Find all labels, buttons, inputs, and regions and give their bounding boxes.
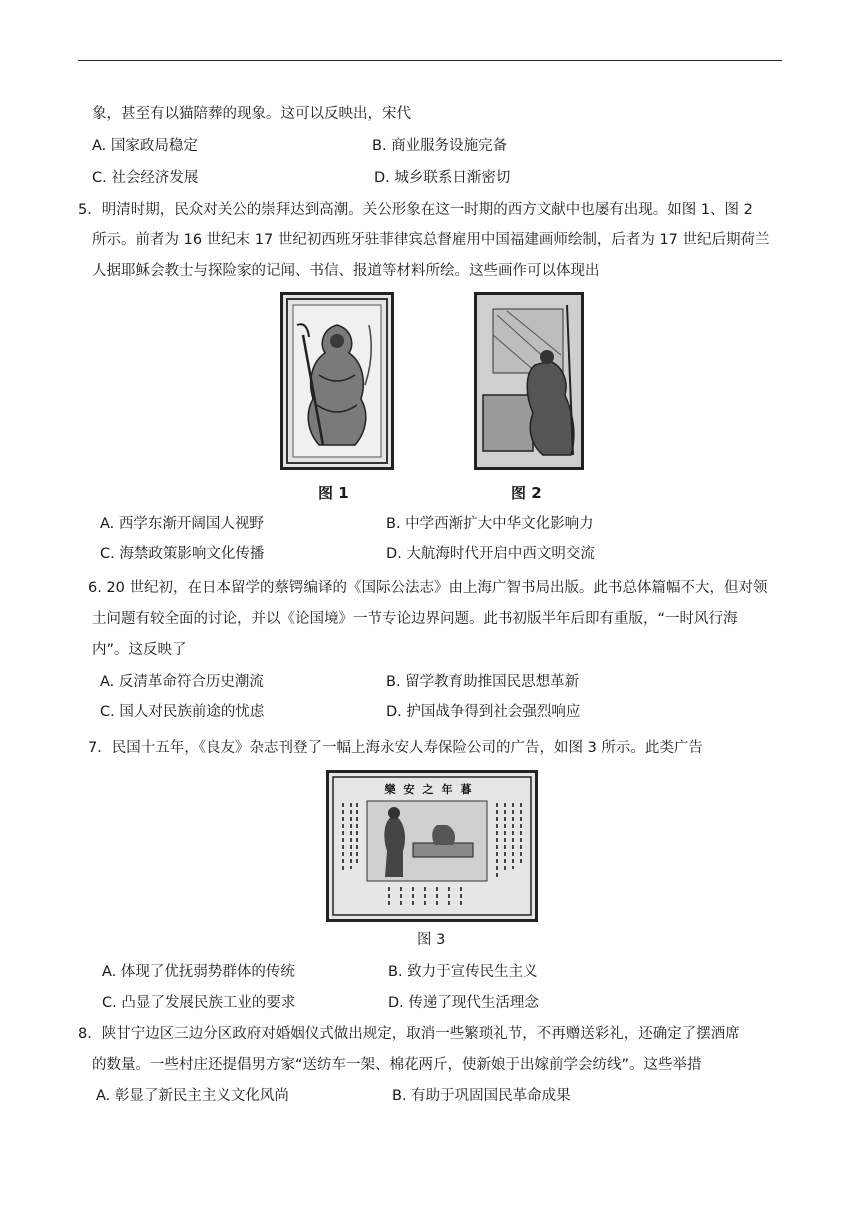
guan-yu-woodcut-drawing [283, 295, 391, 467]
header-rule [78, 60, 782, 61]
q4-option-d: D. 城乡联系日渐密切 [374, 170, 511, 186]
q8-option-b: B. 有助于巩固国民革命成果 [392, 1088, 571, 1104]
q4-option-c: C. 社会经济发展 [92, 170, 199, 186]
q5-option-b: B. 中学西渐扩大中华文化影响力 [386, 516, 594, 532]
q5-option-c: C. 海禁政策影响文化传播 [100, 546, 265, 562]
q8-stem-line-1: 8．陕甘宁边区三边分区政府对婚姻仪式做出规定，取消一些繁琐礼节，不再赠送彩礼，还确定了摆酒席 [78, 1026, 740, 1042]
q5-option-a: A. 西学东渐开阔国人视野 [100, 516, 264, 532]
figure-1-caption: 图 1 [318, 484, 349, 502]
q5-stem-line-2: 所示。前者为 16 世纪末 17 世纪初西班牙驻菲律宾总督雇用中国福建画师绘制，后者为 17 世纪后期荷兰 [92, 232, 770, 248]
q8-option-a: A. 彰显了新民主主义文化风尚 [96, 1088, 289, 1104]
figure-3-image [326, 770, 538, 922]
q7-option-a: A. 体现了优抚弱势群体的传统 [102, 964, 295, 980]
q7-option-c: C. 凸显了发展民族工业的要求 [102, 995, 296, 1011]
q6-option-d: D. 护国战争得到社会强烈响应 [386, 704, 581, 720]
dutch-engraving-drawing [477, 295, 581, 467]
q4-option-a: A. 国家政局稳定 [92, 138, 198, 154]
figure-2-caption: 图 2 [511, 484, 542, 502]
figure-1-image [280, 292, 394, 470]
q4-stem-line: 象，甚至有以猫陪葬的现象。这可以反映出，宋代 [92, 106, 411, 122]
q5-stem-line-1: 5．明清时期，民众对关公的崇拜达到高潮。关公形象在这一时期的西方文献中也屡有出现。如图 1、图 2 [78, 202, 753, 218]
q4-option-b: B. 商业服务设施完备 [372, 138, 508, 154]
figure-3-caption: 图 3 [417, 932, 446, 948]
q8-stem-line-2: 的数量。一些村庄还提倡男方家“送纺车一架、棉花两斤，使新娘于出嫁前学会纺线”。这些举措 [92, 1057, 702, 1073]
q5-option-d: D. 大航海时代开启中西文明交流 [386, 546, 595, 562]
q7-option-d: D. 传递了现代生活理念 [388, 995, 539, 1011]
q6-stem-line-1: 6. 20 世纪初，在日本留学的蔡锷编译的《国际公法志》由上海广智书局出版。此书总体篇幅不大，但对领 [88, 580, 768, 596]
q6-option-b: B. 留学教育助推国民思想革新 [386, 674, 580, 690]
q6-option-a: A. 反清革命符合历史潮流 [100, 674, 264, 690]
q5-stem-line-3: 人据耶稣会教士与探险家的记闻、书信、报道等材料所绘。这些画作可以体现出 [92, 263, 600, 279]
figure-2-image [474, 292, 584, 470]
q7-stem-line-1: 7．民国十五年，《良友》杂志刊登了一幅上海永安人寿保险公司的广告，如图 3 所示。此类广告 [88, 740, 703, 756]
q6-option-c: C. 国人对民族前途的忧虑 [100, 704, 265, 720]
q6-stem-line-3: 内”。这反映了 [92, 642, 187, 658]
q7-option-b: B. 致力于宣传民生主义 [388, 964, 538, 980]
figure-3-title: 樂安之年暮 [384, 783, 480, 796]
q6-stem-line-2: 土问题有较全面的讨论，并以《论国境》一节专论边界问题。此书初版半年后即有重版，“一时风行海 [92, 611, 738, 627]
